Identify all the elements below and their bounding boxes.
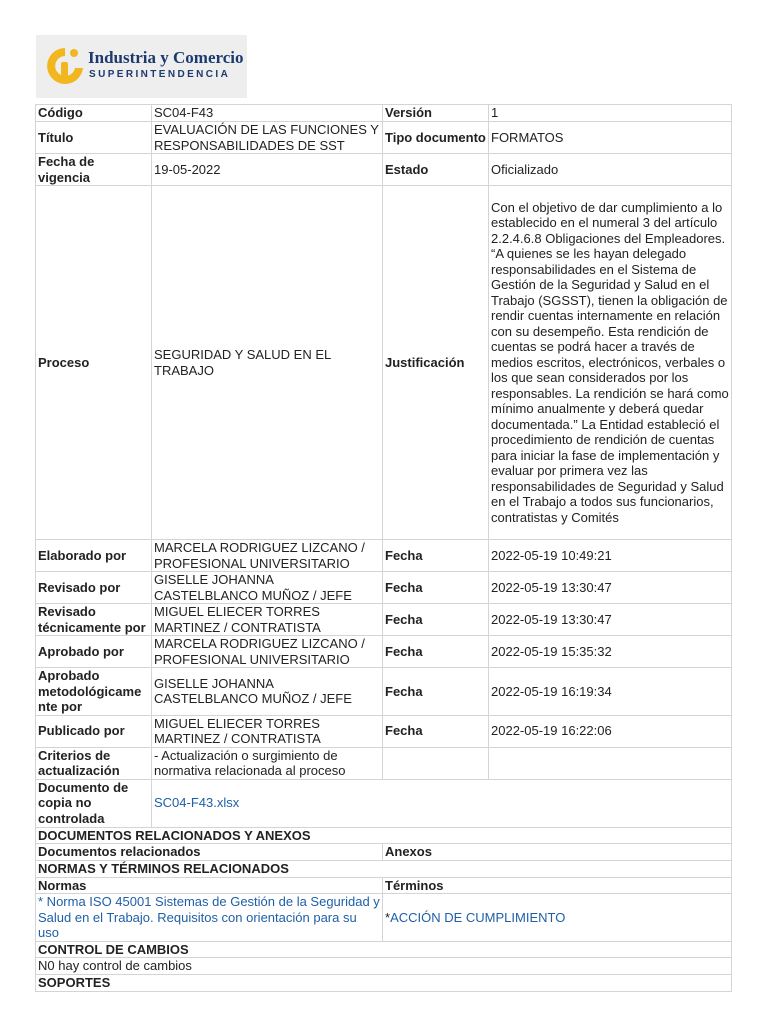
revisado-date: 2022-05-19 13:30:47 [489,572,732,604]
revisado-tecnicamente-person: MIGUEL ELIECER TORRES MARTINEZ / CONTRATISTA [152,604,383,636]
revisado-label: Revisado por [36,572,152,604]
revisado-tecnicamente-label: Revisado técnicamente por [36,604,152,636]
fecha-label: Fecha [383,604,489,636]
tipo-value: FORMATOS [489,122,732,154]
logo-line1: Industria y Comercio [88,48,244,67]
termino-cell [383,894,732,942]
tipo-label: Tipo documento [383,122,489,154]
elaborado-date: 2022-05-19 10:49:21 [489,540,732,572]
fecha-label: Fecha [383,572,489,604]
proceso-label: Proceso [36,186,152,540]
copia-label: Documento de copia no controlada [36,779,152,827]
titulo-label: Título [36,122,152,154]
fecha-vigencia-value: 19-05-2022 [152,154,383,186]
docs-section-header: DOCUMENTOS RELACIONADOS Y ANEXOS [36,827,732,844]
normas-label: Normas [36,877,383,894]
aprobado-metodologicamente-date: 2022-05-19 16:19:34 [489,668,732,716]
aprobado-metodologicamente-person: GISELLE JOHANNA CASTELBLANCO MUÑOZ / JEFE [152,668,383,716]
criterios-value: - Actualización o surgimiento de normativa relacionada al proceso [152,747,383,779]
aprobado-person: MARCELA RODRIGUEZ LIZCANO / PROFESIONAL UNIVERSITARIO [152,636,383,668]
proceso-value: SEGURIDAD Y SALUD EN EL TRABAJO [152,186,383,540]
elaborado-person: MARCELA RODRIGUEZ LIZCANO / PROFESIONAL UNIVERSITARIO [152,540,383,572]
document-table [35,104,732,992]
fecha-label: Fecha [383,540,489,572]
copia-file-link[interactable]: SC04-F43.xlsx [154,795,240,811]
justificacion-value: Con el objetivo de dar cumplimiento a lo establecido en el numeral 3 del artículo 2.2.4.6.8 Obligaciones del Empleadores. “A quienes se les hayan delegado responsabilidades en el Sistema de Gestión de la Seguridad y Salud en el Trabajo (SGSST), tienen la obligación de rendir cuentas internamente en relación con su desempeño. Esta rendición de cuentas se podrá hacer a través de medios escritos, electrónicos, verbales o los que sean considerados por los responsables. La rendición se hará como mínimo anualmente y deberá quedar documentada.” La Entidad estableció el procedimiento de rendición de cuentas para iniciar la fase de implementación y evaluar por primera vez las responsabilidades de Seguridad y Salud en el Trabajo a todos sus funcionarios, contratistas y Comités [489,186,732,540]
empty-cell [489,747,732,779]
logo [36,35,247,98]
revisado-person: GISELLE JOHANNA CASTELBLANCO MUÑOZ / JEFE [152,572,383,604]
estado-value: Oficializado [489,154,732,186]
soportes-section-header: SOPORTES [36,974,732,991]
norma-iso-45001-link[interactable]: Norma ISO 45001 Sistemas de Gestión de la Seguridad y Salud en el Trabajo. Requisitos con orientación para su uso [38,894,380,940]
estado-label: Estado [383,154,489,186]
cambios-section-header: CONTROL DE CAMBIOS [36,941,732,958]
terminos-label: Términos [383,877,732,894]
aprobado-metodologicamente-label: Aprobado metodológicame nte por [36,668,152,716]
aprobado-label: Aprobado por [36,636,152,668]
fecha-vigencia-label: Fecha de vigencia [36,154,152,186]
norma-cell [36,894,383,942]
termino-accion-cumplimiento-link[interactable]: ACCIÓN DE CUMPLIMIENTO [390,909,566,925]
codigo-value: SC04-F43 [152,105,383,122]
anexos-label: Anexos [383,844,732,861]
elaborado-label: Elaborado por [36,540,152,572]
revisado-tecnicamente-date: 2022-05-19 13:30:47 [489,604,732,636]
logo-line2: SUPERINTENDENCIA [89,69,231,80]
docs-relacionados-label: Documentos relacionados [36,844,383,861]
criterios-label: Criterios de actualización [36,747,152,779]
normas-section-header: NORMAS Y TÉRMINOS RELACIONADOS [36,860,732,877]
empty-cell [383,747,489,779]
version-label: Versión [383,105,489,122]
codigo-label: Código [36,105,152,122]
fecha-label: Fecha [383,668,489,716]
fecha-label: Fecha [383,715,489,747]
publicado-date: 2022-05-19 16:22:06 [489,715,732,747]
fecha-label: Fecha [383,636,489,668]
justificacion-label: Justificación [383,186,489,540]
aprobado-date: 2022-05-19 15:35:32 [489,636,732,668]
titulo-value: EVALUACIÓN DE LAS FUNCIONES Y RESPONSABILIDADES DE SST [152,122,383,154]
cambios-text: N0 hay control de cambios [36,958,732,975]
version-value: 1 [489,105,732,122]
norma-prefix[interactable]: * [38,894,44,909]
sic-logo-icon [44,44,86,88]
publicado-label: Publicado por [36,715,152,747]
publicado-person: MIGUEL ELIECER TORRES MARTINEZ / CONTRATISTA [152,715,383,747]
termino-prefix: * [385,909,391,925]
